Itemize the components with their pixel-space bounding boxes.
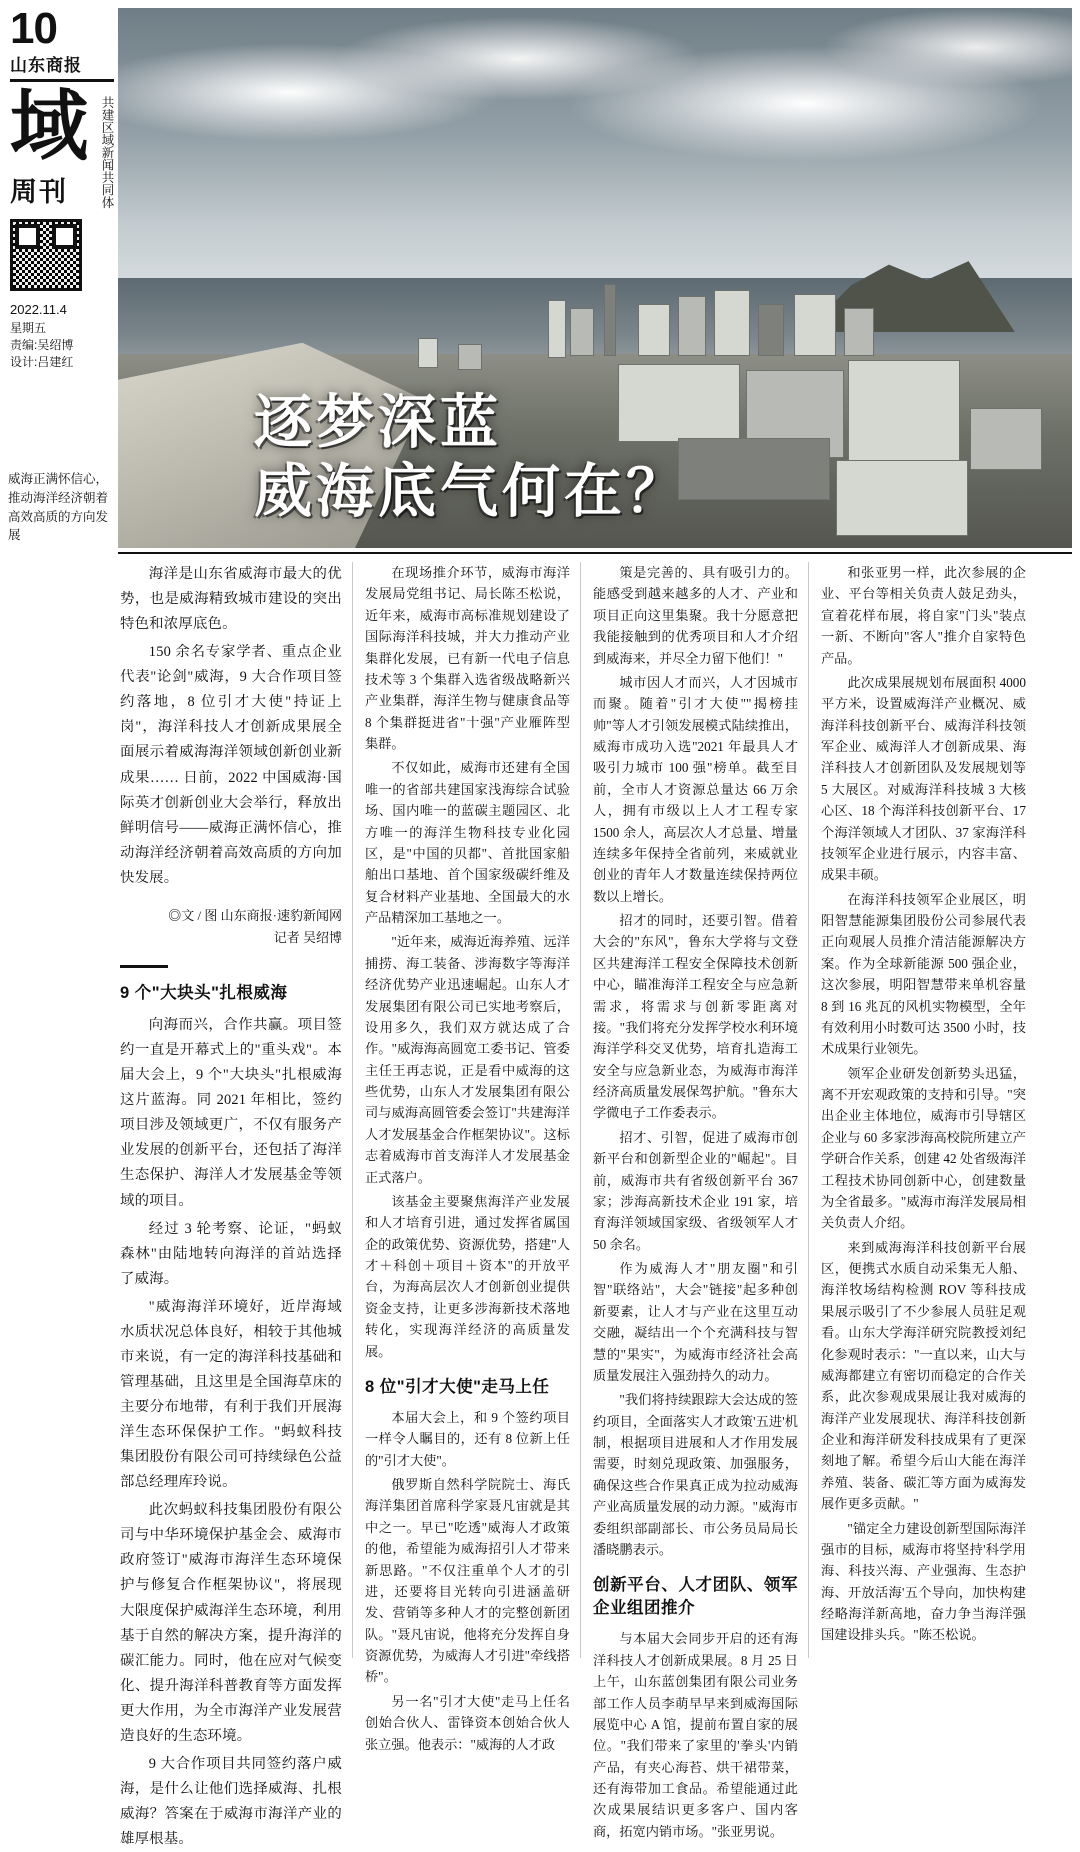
issue-meta xyxy=(10,301,112,372)
qr-code-icon[interactable] xyxy=(10,219,82,291)
body-paragraph: 9 大合作项目共同签约落户威海，是什么让他们选择威海、扎根威海？答案在于威海市海洋产业的雄厚根基。 xyxy=(120,1755,342,1848)
building xyxy=(418,338,438,368)
body-paragraph: 不仅如此，威海市还建有全国唯一的省部共建国家浅海综合试验场、国内唯一的蓝碳主题园区、北方唯一的海洋生物科技专业化园区，是"中国的贝都"、首批国家船舶出口基地、首个国家级碳纤维及复合材料产业基地、全国最大的水产品精深加工基地之一。 xyxy=(365,760,570,925)
byline-reporter: 记者 吴绍博 xyxy=(273,929,342,945)
body-paragraph: "威海海洋环境好，近岸海域水质状况总体良好，相较于其他城市来说，有一定的海洋科技基础和管理基础，且这里是全国海草床的主要分布地带，有利于我们开展海洋生态环保保护工作。"蚂蚁科技集团股份有限公司可持续绿色公益部总经理库玲说。 xyxy=(120,1298,342,1491)
body-paragraph: 该基金主要聚焦海洋产业发展和人才培育引进，通过发挥省属国企的政策优势、资源优势，搭建"人才＋科创＋项目＋资本"的开放平台，为海高层次人才创新创业提供资金支持，让更多涉海新技术落地转化，实现海洋经济的高质量发展。 xyxy=(365,1193,570,1359)
header-divider xyxy=(118,552,1072,554)
column-4 xyxy=(808,562,1036,1658)
building xyxy=(758,304,784,356)
body-paragraph: 作为威海人才"朋友圈"和引智"联络站"，大会"链接"起多种创新要素，让人才与产业在这里互动交融，凝结出一个个充满科技与智慧的"果实"，为威海市经济社会高质量发展注入强劲持久的动力。 xyxy=(593,1261,798,1383)
body-paragraph: "我们将持续跟踪大会达成的签约项目，全面落实人才政策'五进'机制，根据项目进展和人才作用发展需要，时刻兑现政策、加强服务，确保这些合作果真正成为拉动威海产业高质量发展的动力源。"威海市委组织部副部长、市公务员局局长潘晓鹏表示。 xyxy=(593,1392,798,1557)
vertical-slogan: 共建区域新闻共同体 xyxy=(100,96,114,209)
building xyxy=(638,304,670,356)
body-paragraph: "锚定全力建设创新型国际海洋强市的目标，威海市将坚持'科学用海、科技兴海、产业强海、生态护海、开放活海'五个导向，加快构建经略海洋新高地，奋力争当海洋强国建设排头兵。"陈丕松说。 xyxy=(821,1520,1026,1643)
body-paragraph: 向海而兴，合作共赢。项目签约一直是开幕式上的"重头戏"。本届大会上，9 个"大块头"扎根威海这片蓝海。同 2021 年相比，签约项目涉及领域更广，不仅有服务产业发展的创新平台，还包括了海洋生态保护、海洋人才发展基金等领域的项目。 xyxy=(120,1017,342,1209)
body-paragraph: 此次成果展规划布展面积 4000 平方米，设置威海洋产业概况、威海洋科技创新平台、威海洋科技领军企业、威海洋人才创新成果、海洋科技人才创新团队及发展规划等 5 大展区。对威海洋科技城 3 大核心区、18 个海洋科技创新平台、17 个海洋领域人才团队、37 家海洋科技领军企业进行展示，内容丰富、成果丰硕。 xyxy=(821,674,1026,883)
tower-building xyxy=(604,284,616,356)
body-paragraph: 俄罗斯自然科学院院士、海氏海洋集团首席科学家聂凡宙就是其中之一。早已"吃透"威海人才政策的他，希望能为威海招引人才带来新思路。"不仅注重单个人才的引进，还要将目光转向引进涵盖研发、营销等多种人才的完整创新团队。"聂凡宙说，他将充分发挥自身资源优势，为威海人才引进"牵线搭桥"。 xyxy=(365,1477,570,1685)
column-3 xyxy=(580,562,808,1839)
headline xyxy=(254,389,688,526)
building xyxy=(794,294,836,356)
building xyxy=(970,408,1042,470)
section-heading-1: 9 个"大块头"扎根威海 xyxy=(120,984,288,1002)
byline xyxy=(120,905,342,949)
building xyxy=(678,296,706,356)
body-paragraph: 在现场推介环节，威海市海洋发展局党组书记、局长陈丕松说，近年来，威海市高标准规划建设了国际海洋科技城，并大力推动产业集群化发展，已有新一代电子信息技术等 3 个集群入选省级战略新兴产业集群，海洋生物与健康食品等 8 个集群挺进省"十强"产业雁阵型集群。 xyxy=(365,565,570,751)
body-paragraph: 与本届大会同步开启的还有海洋科技人才创新成果展。8 月 25 日上午，山东蓝创集团有限公司业务部工作人员李萌早早来到威海国际展览中心 A 馆，提前布置自家的展位。"我们带来了家里的'拳头'内销产品，有夹心海苔、烘干裙带菜，还有海带加工食品。希望能通过此次成果展结识更多客户、国内客商，拓宽内销市场。"张亚男说。 xyxy=(593,1631,798,1839)
article-columns xyxy=(120,562,1072,1848)
column-2 xyxy=(352,562,580,1752)
body-paragraph: 本届大会上，和 9 个签约项目一样令人瞩目的，还有 8 位新上任的"引才大使"。 xyxy=(365,1409,570,1468)
building xyxy=(548,300,566,358)
issue-weekday: 星期五 xyxy=(10,320,47,335)
byline-source: ◎文 / 图 山东商报·速豹新闻网 xyxy=(168,907,342,923)
body-paragraph: 城市因人才而兴，人才因城市而聚。随着"引才大使""揭榜挂帅"等人才引领发展模式陆续推出，威海市成功入选"2021 年最具人才吸引力城市 100 强"榜单。截至目前，全市人才资源总量达 66 万余人，拥有市级以上人才工程专家 1500 余人，高层次人才总量、增量连续多年保持全省前列，来威就业创业的青年人才数量连续保持两位数以上增长。 xyxy=(593,674,798,904)
body-paragraph: 领军企业研发创新势头迅猛，离不开宏观政策的支持和引导。"突出企业主体地位，威海市引导辖区企业与 60 多家涉海高校院所建立产学研合作关系，创建 42 处省级海洋工程技术协同创新中心，创建数量为全省最多。"威海市海洋发展局相关负责人介绍。 xyxy=(821,1065,1026,1231)
body-paragraph: 此次蚂蚁科技集团股份有限公司与中华环境保护基金会、威海市政府签订"威海市海洋生态环境保护与修复合作框架协议"，将展现大限度保护威海洋生态环境，利用基于自然的解决方案，提升海洋的碳汇能力。同时，他在应对气候变化、提升海洋科普教育等方面发挥更大作用，为全市海洋产业发展营造良好的生态环境。 xyxy=(120,1502,342,1744)
section-heading-3: 创新平台、人才团队、领军企业组团推介 xyxy=(593,1576,798,1618)
lead-paragraph: 150 余名专家学者、重点企业代表"论剑"威海，9 大合作项目签约落地，8 位引才大使"持证上岗"，海洋科技人才创新成果展全面展示着威海海洋领域创新创业新成果…… 日前，2022 中国威海·国际英才创新创业大会举行，释放出鲜明信号——威海正满怀信心，推动海洋经济朝着高效高质的方向加快发展。 xyxy=(120,644,342,886)
building xyxy=(844,308,874,356)
resort-block xyxy=(836,460,968,536)
designer-credit: 设计:吕建红 xyxy=(10,355,74,370)
body-paragraph: 经过 3 轮考察、论证，"蚂蚁森林"由陆地转向海洋的首站选择了威海。 xyxy=(120,1220,342,1287)
body-paragraph: 策是完善的、具有吸引力的。能感受到越来越多的人才、产业和项目正向这里集聚。我十分愿意把我能接触到的优秀项目和人才介绍到威海来，并尽全力留下他们！" xyxy=(593,565,798,666)
column-1 xyxy=(120,562,352,1848)
resort-block xyxy=(848,360,960,472)
body-paragraph: 来到威海海洋科技创新平台展区，便携式水质自动采集无人船、海洋牧场结构检测 ROV 等科技成果展示吸引了不少参展人员驻足观看。山东大学海洋研究院教授刘纪化参观时表示："一直以来，山大与威海都建立有密切而稳定的合作关系，此次参观成果展让我对威海的海洋产业发展现状、海洋科技创新企业和海洋研发科技成果有了更深刻地了解。希望今后山大能在海洋养殖、装备、碳汇等方面为威海发展作更多贡献。" xyxy=(821,1239,1026,1512)
lead-paragraph: 海洋是山东省威海市最大的优势，也是威海精致城市建设的突出特色和浓厚底色。 xyxy=(120,566,342,633)
paper-name: 山东商报 xyxy=(10,51,114,82)
body-paragraph: 另一名"引才大使"走马上任名创始合伙人、雷锋资本创始合伙人张立强。他表示："威海的人才政 xyxy=(365,1693,570,1752)
page-number: 10 xyxy=(10,4,57,53)
section-heading-2: 8 位"引才大使"走马上任 xyxy=(365,1377,550,1396)
editor-credit: 责编:吴绍博 xyxy=(10,338,74,353)
body-paragraph: "近年来，威海近海养殖、远洋捕捞、海工装备、涉海数字等海洋经济优势产业迅速崛起。山东人才发展集团有限公司已实地考察后，设用多久，我们双方就达成了合作。"威海海高圆宽工委书记、管委主任王再志说，正是看中威海的这些优势，山东人才发展集团有限公司与威海高圆管委会签订"共建海洋人才发展基金合作框架协议"。这标志着威海市首支海洋人才发展基金正式落户。 xyxy=(365,934,570,1185)
section-character: 域 xyxy=(10,82,89,170)
body-paragraph: 和张亚男一样，此次参展的企业、平台等相关负责人鼓足劲头，宣着花样布展，将自家"门头"装点一新、不断向"客人"推介自家特色产品。 xyxy=(821,565,1026,666)
resort-block xyxy=(678,438,830,500)
headline-line-1: 逐梦深蓝 xyxy=(254,390,503,456)
body-paragraph: 招才、引智，促进了威海市创新平台和创新型企业的"崛起"。目前，威海市共有省级创新平台 367 家；涉海高新技术企业 191 家，培育海洋领域国家级、省级领军人才 50 余名。 xyxy=(593,1129,798,1252)
hero-photo xyxy=(118,8,1072,548)
issue-date: 2022.11.4 xyxy=(10,301,67,317)
weekly-label: 周刊 xyxy=(10,176,68,207)
building xyxy=(714,290,750,356)
body-paragraph: 在海洋科技领军企业展区，明阳智慧能源集团股份公司参展代表正向观展人员推介清洁能源解决方案。作为全球新能源 500 强企业，这次参展，明阳智慧带来单机容量 8 到 16 兆瓦的风机实物模型，全年有效利用小时数可达 3500 小时，技术成果行业领先。 xyxy=(821,891,1026,1057)
building xyxy=(570,308,594,356)
body-paragraph: 招才的同时，还要引智。借着大会的"东风"，鲁东大学将与文登区共建海洋工程安全保障技术创新中心，瞄准海洋工程安全与应急新需求，将需求与创新零距离对接。"我们将充分发挥学校水利环境海洋学科交叉优势，培育扎造海工安全与应急新业态，为威海市海洋经济高质量发展保驾护航。"鲁东大学微电子工作委表示。 xyxy=(593,913,798,1121)
photo-side-caption: 威海正满怀信心，推动海洋经济朝着高效高质的方向发展 xyxy=(8,472,109,543)
headline-line-2: 威海底气何在？ xyxy=(254,458,689,524)
building xyxy=(458,344,482,370)
section-divider xyxy=(120,965,168,968)
